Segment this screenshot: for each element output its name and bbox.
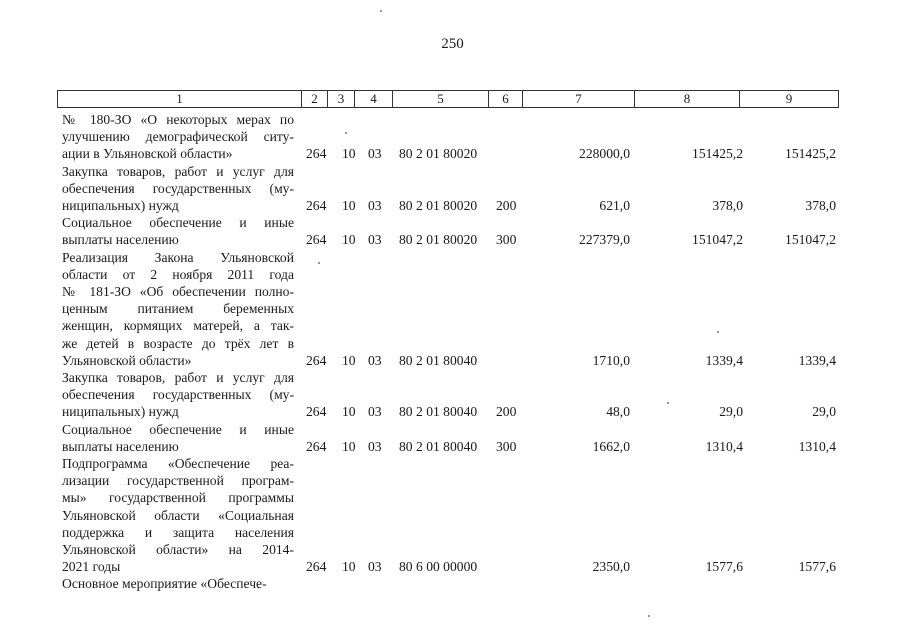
description-line: ации в Ульяновской области» — [62, 146, 233, 162]
table-body — [62, 111, 842, 593]
cell-c4: 03 — [368, 198, 382, 214]
cell-c5: 80 2 01 80040 — [399, 438, 478, 454]
description-line: Реализация Закона Ульяновской — [62, 249, 294, 265]
cell-c2: 264 — [306, 352, 327, 368]
description-line: Подпрограмма «Обеспечение реа- — [62, 456, 294, 472]
cell-c3: 10 — [342, 438, 356, 454]
cell-c8: 1310,4 — [705, 438, 743, 454]
description-line: выплаты населению — [62, 232, 179, 248]
scan-speck — [667, 402, 669, 404]
header-col-1: 1 — [176, 91, 183, 106]
cell-c2: 264 — [306, 559, 327, 575]
scan-speck — [648, 615, 650, 617]
description-line: № 180-ЗО «О некоторых мерах по — [62, 112, 294, 127]
cell-c9: 151425,2 — [785, 146, 836, 162]
cell-c7: 228000,0 — [579, 146, 630, 162]
cell-c4: 03 — [368, 404, 382, 420]
cell-c8: 1339,4 — [705, 352, 743, 368]
description-line: улучшению демографической ситу- — [62, 129, 294, 145]
cell-c3: 10 — [342, 352, 356, 368]
description-line: женщин, кормящих матерей, а так- — [62, 318, 294, 334]
cell-c5: 80 2 01 80020 — [399, 198, 478, 214]
description-line: обеспечения государственных (му- — [62, 387, 294, 403]
header-col-3: 3 — [327, 91, 354, 107]
row-description — [62, 111, 294, 163]
description-line: Социальное обеспечение и иные — [62, 421, 294, 437]
table-row — [62, 214, 842, 248]
description-line: обеспечения государственных (му- — [62, 180, 294, 196]
cell-c5: 80 2 01 80020 — [399, 232, 478, 248]
table-row — [62, 369, 842, 421]
cell-c7: 48,0 — [606, 404, 630, 420]
header-col-8: 8 — [634, 91, 739, 107]
row-description — [62, 163, 294, 215]
table-header — [57, 90, 839, 108]
page-number: 250 — [441, 36, 464, 52]
description-line: ценным питанием беременных — [62, 301, 294, 317]
table-row — [62, 455, 842, 575]
scan-speck — [345, 132, 347, 134]
cell-c4: 03 — [368, 352, 382, 368]
description-line: области от 2 ноября 2011 года — [62, 266, 294, 282]
cell-c5: 80 2 01 80020 — [399, 146, 478, 162]
cell-c9: 378,0 — [805, 198, 836, 214]
cell-c4: 03 — [368, 232, 382, 248]
table-row — [62, 111, 842, 163]
cell-c2: 264 — [306, 232, 327, 248]
row-description — [62, 455, 294, 575]
cell-c3: 10 — [342, 404, 356, 420]
cell-c9: 1310,4 — [798, 438, 836, 454]
description-line: Ульяновской области» на 2014- — [62, 542, 294, 558]
description-line: мы» государственной программы — [62, 490, 294, 506]
scan-speck — [717, 331, 719, 333]
cell-c3: 10 — [342, 146, 356, 162]
cell-c6: 200 — [496, 198, 517, 214]
cell-c6: 300 — [496, 232, 517, 248]
header-col-7: 7 — [522, 91, 634, 107]
cell-c9: 29,0 — [812, 404, 836, 420]
cell-c9: 151047,2 — [785, 232, 836, 248]
cell-c8: 378,0 — [712, 198, 743, 214]
header-col-6: 6 — [488, 91, 522, 107]
description-line: ниципальных) нужд — [62, 198, 179, 214]
table-row — [62, 421, 842, 455]
cell-c5: 80 2 01 80040 — [399, 352, 478, 368]
header-col-2: 2 — [301, 91, 327, 107]
cell-c8: 151047,2 — [692, 232, 743, 248]
description-line: № 181-ЗО «Об обеспечении полно- — [62, 284, 294, 300]
cell-c6: 300 — [496, 438, 517, 454]
cell-c9: 1339,4 — [798, 352, 836, 368]
description-line: выплаты населению — [62, 438, 179, 454]
description-line: лизации государственной програм- — [62, 473, 294, 489]
description-line: Ульяновской области «Социальная — [62, 507, 294, 523]
cell-c8: 151425,2 — [692, 146, 743, 162]
header-col-4: 4 — [354, 91, 392, 107]
description-line: Закупка товаров, работ и услуг для — [62, 163, 294, 179]
scan-speck — [380, 10, 382, 12]
cell-c7: 621,0 — [599, 198, 630, 214]
cell-c8: 1577,6 — [705, 559, 743, 575]
cell-c4: 03 — [368, 438, 382, 454]
cell-c2: 264 — [306, 438, 327, 454]
cell-c6: 200 — [496, 404, 517, 420]
cell-c8: 29,0 — [719, 404, 743, 420]
description-line: ниципальных) нужд — [62, 404, 179, 420]
scan-speck — [318, 262, 320, 264]
description-line: Закупка товаров, работ и услуг для — [62, 370, 294, 386]
cell-c5: 80 6 00 00000 — [399, 559, 478, 575]
description-line: Социальное обеспечение и иные — [62, 215, 294, 231]
cell-c7: 227379,0 — [579, 232, 630, 248]
header-col-5: 5 — [392, 91, 488, 107]
cell-c2: 264 — [306, 146, 327, 162]
cell-c7: 1710,0 — [592, 352, 630, 368]
cell-c9: 1577,6 — [798, 559, 836, 575]
table-row — [62, 163, 842, 215]
cell-c5: 80 2 01 80040 — [399, 404, 478, 420]
cell-c3: 10 — [342, 198, 356, 214]
row-description — [62, 575, 294, 592]
cell-c4: 03 — [368, 559, 382, 575]
header-col-9: 9 — [739, 91, 838, 107]
table-row — [62, 575, 842, 592]
cell-c3: 10 — [342, 232, 356, 248]
row-description — [62, 249, 294, 369]
description-line: Основное мероприятие «Обеспече- — [62, 576, 267, 592]
cell-c7: 1662,0 — [592, 438, 630, 454]
row-description — [62, 214, 294, 248]
cell-c3: 10 — [342, 559, 356, 575]
description-line: 2021 годы — [62, 559, 121, 575]
row-description — [62, 421, 294, 455]
cell-c2: 264 — [306, 198, 327, 214]
row-description — [62, 369, 294, 421]
description-line: же детей в возрасте до трёх лет в — [62, 335, 294, 351]
description-line: поддержка и защита населения — [62, 524, 294, 540]
cell-c7: 2350,0 — [592, 559, 630, 575]
table-row — [62, 249, 842, 369]
cell-c2: 264 — [306, 404, 327, 420]
cell-c4: 03 — [368, 146, 382, 162]
description-line: Ульяновской области» — [62, 352, 192, 368]
